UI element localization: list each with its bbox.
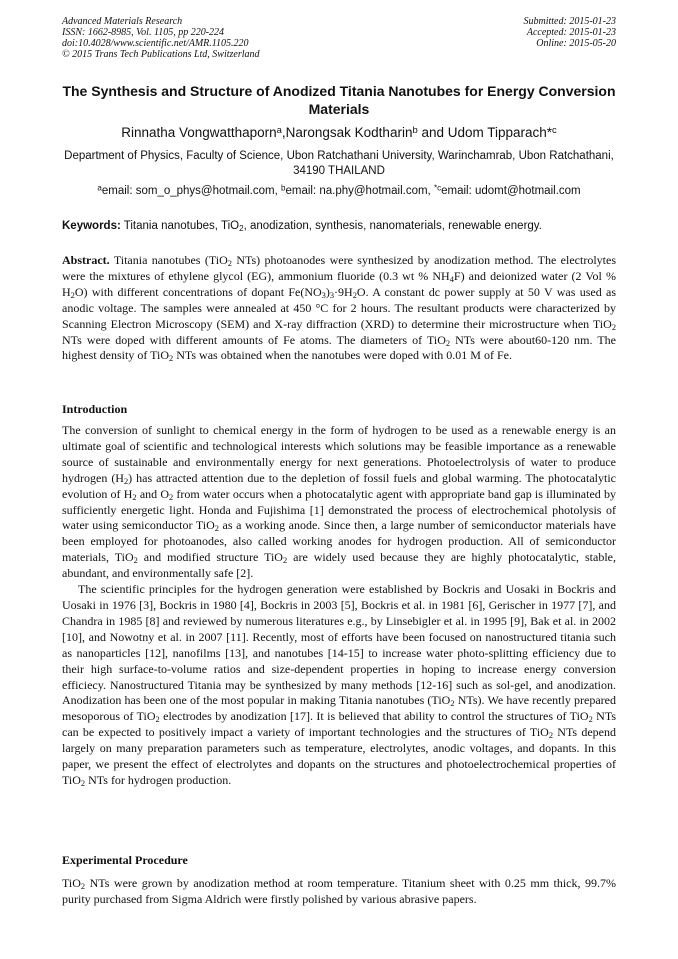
subscript: 2 xyxy=(588,715,593,725)
subscript: 2 xyxy=(445,338,451,348)
journal-header xyxy=(62,16,362,60)
email-mark: a xyxy=(97,183,102,193)
subscript: 3 xyxy=(329,290,335,300)
subscript: 2 xyxy=(80,779,86,789)
subscript: 2 xyxy=(450,699,455,709)
author-separator: , xyxy=(281,125,286,140)
affiliation: Department of Physics, Faculty of Science, Ubon Ratchathani University, Warinchamrab, Ubon Ratchathani, 34190 THAILAND xyxy=(64,150,614,177)
paragraph-text: NTs depend largely on many preparation parameters such as temperature, electrolytes, anodic voltages, and dopants. In this paper, we present the effect of electrolytes and dopants on the structures and photoelectrochemical properties of TiO xyxy=(62,725,616,787)
email-mark: b xyxy=(281,183,286,193)
paragraph-text: NTs for hydrogen production. xyxy=(85,772,232,787)
section-heading-experimental: Experimental Procedure xyxy=(62,853,188,867)
subscript: 2 xyxy=(123,476,129,486)
author-affil-mark: b xyxy=(412,124,418,136)
online-date: Online: 2015-05-20 xyxy=(536,38,616,49)
subscript: 2 xyxy=(70,290,75,300)
abstract-text: NTs was obtained when the nanotubes were doped with 0.01 M of Fe. xyxy=(173,348,512,363)
paragraph-text: NTs can be expected to positively impact a variety of important technologies and the structures of TiO xyxy=(62,709,617,740)
keywords-text: , anodization, synthesis, nanomaterials, renewable energy. xyxy=(243,220,542,232)
introduction-section xyxy=(62,423,616,789)
subscript: 2 xyxy=(169,354,174,364)
paragraph-text: NTs were grown by anodization method at room temperature. Titanium sheet with 0.25 mm thick, 99.7% purity purchased from Sigma Aldrich were firstly polished by various abrasive papers. xyxy=(62,876,616,906)
journal-name: Advanced Materials Research xyxy=(62,16,183,27)
author-emails xyxy=(62,184,616,199)
subscript: 2 xyxy=(169,492,174,502)
paragraph-text: and O xyxy=(136,486,170,501)
subscript: 2 xyxy=(239,224,244,233)
section-heading-introduction: Introduction xyxy=(62,402,128,416)
paragraph-text: TiO xyxy=(62,876,81,890)
paragraph-text: are widely used because they are highly photocatalytic, stable, abundant, and environmentally safe [2]. xyxy=(62,550,617,581)
abstract-text: NTs were about60-120 nm. The highest density of TiO xyxy=(62,332,616,363)
paragraph-text: as a working anode. Since then, a large number of semiconductor materials have been employed for photoanodes, also called working anodes for hydrogen production. All of semiconductor materials, TiO xyxy=(62,518,616,565)
subscript: 2 xyxy=(133,556,138,566)
keywords xyxy=(62,219,616,234)
abstract-text: NTs were doped with different amounts of Fe atoms. The diameters of TiO xyxy=(62,332,446,347)
paragraph xyxy=(62,423,616,582)
subscript: 2 xyxy=(282,556,288,566)
email-text: email: udomt@hotmail.com xyxy=(441,185,581,197)
paragraph xyxy=(62,876,616,908)
abstract-text: ·9H xyxy=(334,284,353,299)
author-name: Rinnatha Vongwatthaporn xyxy=(121,125,277,140)
email-text: email: som_o_phys@hotmail.com, xyxy=(101,185,281,197)
paragraph-text: ) has attracted attention due to the depletion of fossil fuels and global warming. The photocatalytic evolution of H xyxy=(62,470,616,501)
subscript: 2 xyxy=(80,882,86,892)
abstract-text: O. A constant dc power supply at 50 V was used as anodic voltage. The samples were annealed at 450 °C for 2 hours. The resultant products were characterized by Scanning Electron Microscopy (SEM) and X-ray diffraction (XRD) to determine their microstructure when TiO xyxy=(62,284,616,331)
subscript: 2 xyxy=(132,492,137,502)
subscript: 2 xyxy=(548,731,554,741)
submitted-date: Submitted: 2015-01-23 xyxy=(523,16,616,27)
email-mark: *c xyxy=(433,183,442,193)
author-list xyxy=(62,124,616,141)
keywords-label: Keywords: xyxy=(62,220,121,232)
email-text: email: na.phy@hotmail.com, xyxy=(285,185,434,197)
subscript: 2 xyxy=(611,322,616,332)
paper-title: The Synthesis and Structure of Anodized Titania Nanotubes for Energy Conversion Materials xyxy=(62,83,616,117)
subscript: 2 xyxy=(214,524,219,534)
subscript: 2 xyxy=(352,290,357,300)
subscript: 4 xyxy=(449,275,454,284)
subscript: 3 xyxy=(321,290,326,300)
subscript: 2 xyxy=(227,259,232,269)
paragraph xyxy=(62,582,616,789)
paragraph-text: The conversion of sunlight to chemical energy in the form of hydrogen to be used as a renewable energy is an ultimate goal of scientific and technological interests which solutions may be feasible importance as a renewable source of sustainable and environmentally energy for next generations. Photoelectrolysis of water to produce hydrogen (H xyxy=(62,423,616,485)
paragraph-text: The scientific principles for the hydrogen generation were established by Bockris and Uosaki in Bockris and Uosaki in 1976 [3], Bockris in 1980 [4], Bockris in 2003 [5], Bockris et al. in 1981 [6], Gerischer in 1977 [7], and Chandra in 1985 [8] and reviewed by numerous literatures e.g., by Linsebigler et al. in 1995 [9], Bak et al. in 2002 [10], and Nowotny et al. in 2007 [11]. Recently, most of efforts have been focused on nanostructured titania such as nanoparticles [12], nanofilms [13], and nanotubes [14-15] to increase water photo-splitting efficiency due to their high surface-to-volume ratios and size-dependent properties in hoping to increase energy conversion efficiecy. Nanostructured Titania may be synthesized by many methods [12-16] such as sol-gel, and anodization. Anodization has been one of the most popular in making Titania nanotubes (TiO xyxy=(62,582,616,708)
paragraph-text: electrodes by anodization [17]. It is believed that ability to control the structures of TiO xyxy=(159,709,589,724)
accepted-date: Accepted: 2015-01-23 xyxy=(526,27,616,38)
abstract xyxy=(62,253,616,364)
author-affil-mark: c xyxy=(552,124,557,136)
submission-dates xyxy=(416,16,616,49)
experimental-section xyxy=(62,876,616,908)
paragraph-text: NTs). We have recently prepared mesoporous of TiO xyxy=(62,693,616,724)
author-name: Udom Tipparach* xyxy=(447,125,553,140)
author-separator: and xyxy=(417,125,448,140)
abstract-text: Titania nanotubes (TiO xyxy=(109,253,228,267)
journal-doi: doi:10.4028/www.scientific.net/AMR.1105.220 xyxy=(62,38,249,49)
subscript: 2 xyxy=(155,715,160,725)
keywords-text: Titania nanotubes, TiO xyxy=(120,220,240,232)
abstract-text: NTs) photoanodes were synthesized by anodization method. The electrolytes were the mixtures of ethylene glycol (EG), ammonium fluoride (0.3 wt % NH xyxy=(62,253,616,283)
abstract-text: ) xyxy=(325,284,330,299)
author-name: Narongsak Kodtharin xyxy=(285,125,413,140)
abstract-label: Abstract. xyxy=(62,253,110,267)
paragraph-text: and modified structure TiO xyxy=(137,550,283,565)
author-affil-mark: a xyxy=(276,124,282,136)
paragraph-text: from water occurs when a photocatalytic agent with appropriate band gap is illuminated by sufficiently energetic light. Honda and Fujishima [1] demonstrated the process of electrochemical photolysis of water using semiconductor TiO xyxy=(62,486,617,533)
journal-issn: ISSN: 1662-8985, Vol. 1105, pp 220-224 xyxy=(62,27,225,38)
abstract-text: O) with different concentrations of dopant Fe(NO xyxy=(74,284,322,299)
abstract-text: F) and deionized water (2 Vol % H xyxy=(62,268,616,299)
journal-copyright: © 2015 Trans Tech Publications Ltd, Switzerland xyxy=(62,49,260,60)
